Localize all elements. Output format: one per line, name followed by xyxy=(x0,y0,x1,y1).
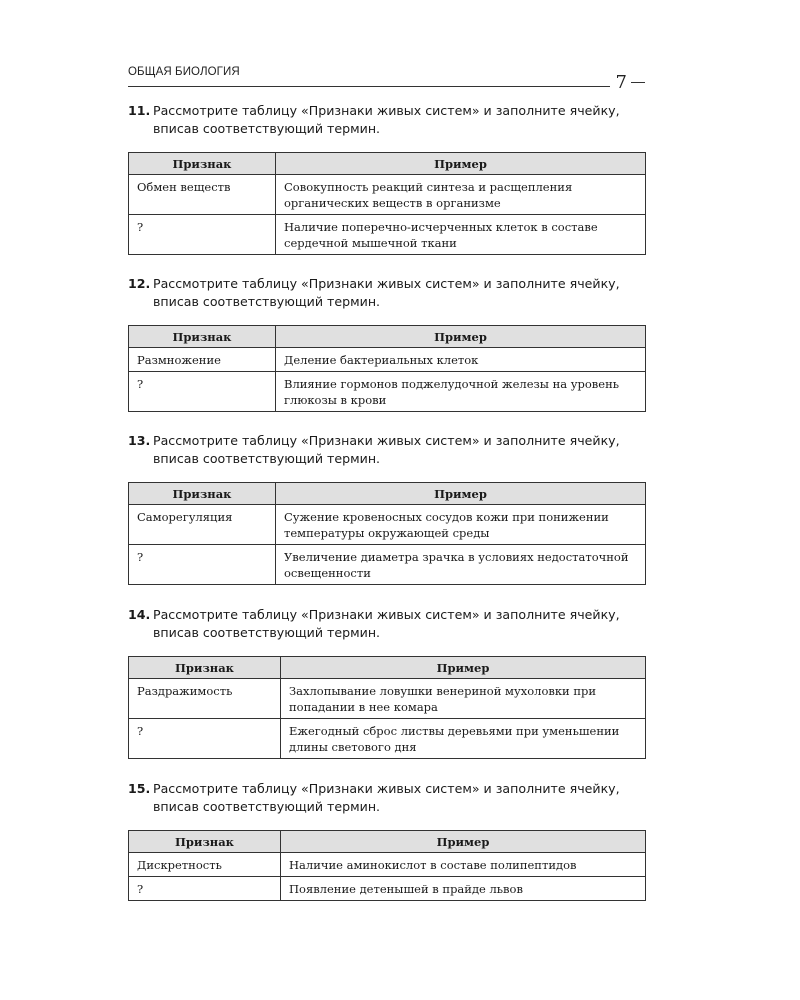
table-row xyxy=(129,853,646,877)
table-row xyxy=(129,372,646,412)
cell-sign: Размножение xyxy=(129,348,276,372)
task-15 xyxy=(128,780,648,901)
table-row xyxy=(129,545,646,585)
task-12 xyxy=(128,275,648,412)
task-14 xyxy=(128,606,648,759)
task-number: 13. xyxy=(128,433,151,448)
column-header-sign: Признак xyxy=(129,657,281,679)
table-header-row xyxy=(129,483,646,505)
column-header-example: Пример xyxy=(281,831,646,853)
table-row xyxy=(129,719,646,759)
table-row xyxy=(129,505,646,545)
running-title: ОБЩАЯ БИОЛОГИЯ xyxy=(128,66,240,78)
task-prompt xyxy=(128,606,648,642)
task-prompt-text: Рассмотрите таблицу «Признаки живых систем» и заполните ячейку, вписав соответствующий термин. xyxy=(153,103,620,136)
task-13 xyxy=(128,432,648,585)
cell-example: Наличие поперечно-исчерченных клеток в составе сердечной мышечной ткани xyxy=(276,215,646,255)
task-prompt-text: Рассмотрите таблицу «Признаки живых систем» и заполните ячейку, вписав соответствующий термин. xyxy=(153,781,620,814)
task-number: 12. xyxy=(128,276,151,291)
header-rule xyxy=(128,86,626,87)
cell-sign-blank[interactable]: ? xyxy=(129,877,281,901)
task-prompt xyxy=(128,102,648,138)
task-prompt-text: Рассмотрите таблицу «Признаки живых систем» и заполните ячейку, вписав соответствующий термин. xyxy=(153,607,620,640)
column-header-sign: Признак xyxy=(129,831,281,853)
cell-sign-blank[interactable]: ? xyxy=(129,372,276,412)
cell-example: Деление бактериальных клеток xyxy=(276,348,646,372)
cell-example: Захлопывание ловушки венериной мухоловки при попадании в нее комара xyxy=(281,679,646,719)
table-header-row xyxy=(129,326,646,348)
page-number-dash xyxy=(631,82,645,83)
table-header-row xyxy=(129,657,646,679)
cell-example: Наличие аминокислот в составе полипептидов xyxy=(281,853,646,877)
task-prompt-text: Рассмотрите таблицу «Признаки живых систем» и заполните ячейку, вписав соответствующий термин. xyxy=(153,433,620,466)
table-header-row xyxy=(129,153,646,175)
table-row xyxy=(129,877,646,901)
cell-sign: Дискретность xyxy=(129,853,281,877)
table-row xyxy=(129,215,646,255)
page-number-wrap xyxy=(610,72,648,93)
cell-sign: Раздражимость xyxy=(129,679,281,719)
task-number: 11. xyxy=(128,103,151,118)
task-prompt xyxy=(128,275,648,311)
column-header-example: Пример xyxy=(281,657,646,679)
table-row xyxy=(129,175,646,215)
cell-example: Появление детенышей в прайде львов xyxy=(281,877,646,901)
cell-example: Увеличение диаметра зрачка в условиях недостаточной освещенности xyxy=(276,545,646,585)
task-table xyxy=(128,830,646,901)
cell-sign: Обмен веществ xyxy=(129,175,276,215)
task-prompt-text: Рассмотрите таблицу «Признаки живых систем» и заполните ячейку, вписав соответствующий термин. xyxy=(153,276,620,309)
task-table xyxy=(128,325,646,412)
cell-example: Сужение кровеносных сосудов кожи при понижении температуры окружающей среды xyxy=(276,505,646,545)
task-prompt xyxy=(128,780,648,816)
column-header-sign: Признак xyxy=(129,483,276,505)
cell-sign-blank[interactable]: ? xyxy=(129,545,276,585)
task-11 xyxy=(128,102,648,255)
column-header-sign: Признак xyxy=(129,153,276,175)
cell-sign: Саморегуляция xyxy=(129,505,276,545)
cell-sign-blank[interactable]: ? xyxy=(129,719,281,759)
cell-example: Влияние гормонов поджелудочной железы на уровень глюкозы в крови xyxy=(276,372,646,412)
table-header-row xyxy=(129,831,646,853)
cell-sign-blank[interactable]: ? xyxy=(129,215,276,255)
column-header-sign: Признак xyxy=(129,326,276,348)
task-number: 14. xyxy=(128,607,151,622)
column-header-example: Пример xyxy=(276,483,646,505)
column-header-example: Пример xyxy=(276,153,646,175)
table-row xyxy=(129,679,646,719)
task-table xyxy=(128,152,646,255)
cell-example: Совокупность реакций синтеза и расщепления органических веществ в организме xyxy=(276,175,646,215)
page-number: 7 xyxy=(615,72,627,93)
task-prompt xyxy=(128,432,648,468)
column-header-example: Пример xyxy=(276,326,646,348)
cell-example: Ежегодный сброс листвы деревьями при уменьшении длины светового дня xyxy=(281,719,646,759)
task-number: 15. xyxy=(128,781,151,796)
task-table xyxy=(128,482,646,585)
table-row xyxy=(129,348,646,372)
task-table xyxy=(128,656,646,759)
